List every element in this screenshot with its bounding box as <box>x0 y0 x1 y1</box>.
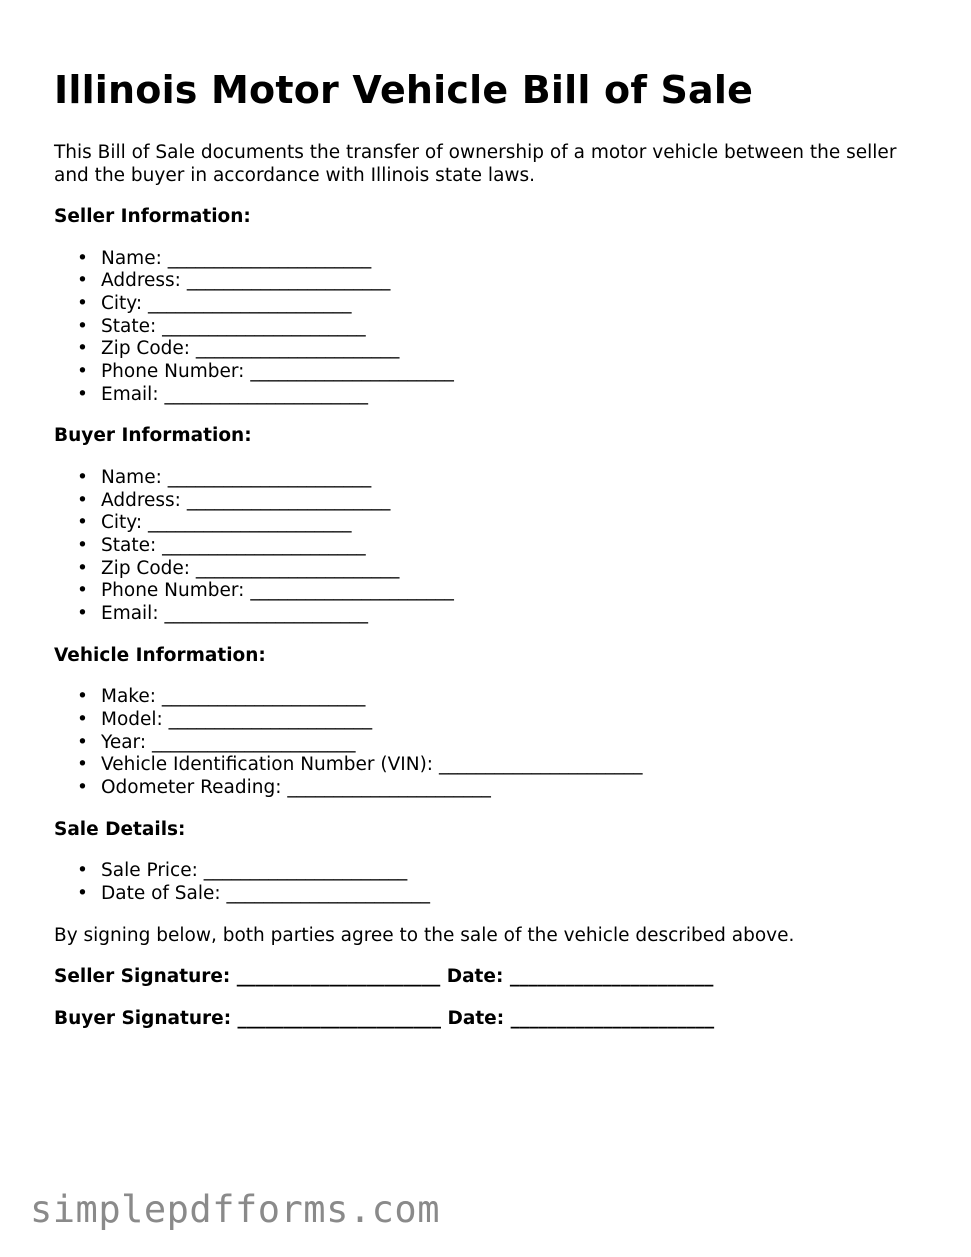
sale-section-heading: Sale Details: <box>54 818 186 840</box>
bullet-icon: • <box>77 383 88 405</box>
seller-field-list <box>54 248 934 407</box>
buyer-signature-field[interactable]: ______________________ <box>237 1007 442 1029</box>
buyer-city-field[interactable]: • City: ______________________ <box>77 512 352 534</box>
site-watermark: simplepdfforms.com <box>30 1188 440 1231</box>
seller-signature-field[interactable]: ______________________ <box>236 966 441 988</box>
buyer-address-field[interactable]: • Address: ______________________ <box>77 489 391 511</box>
buyer-signature-row <box>54 1008 934 1031</box>
bullet-icon: • <box>77 315 88 337</box>
bullet-icon: • <box>77 777 88 799</box>
buyer-phone-field[interactable]: • Phone Number: ______________________ <box>77 580 454 602</box>
seller-phone-field[interactable]: • Phone Number: ______________________ <box>77 361 454 383</box>
vehicle-year-field[interactable]: • Year: ______________________ <box>77 731 356 753</box>
bullet-icon: • <box>77 860 88 882</box>
buyer-field-list <box>54 467 934 626</box>
bullet-icon: • <box>77 361 88 383</box>
bullet-icon: • <box>77 603 88 625</box>
buyer-date-label: Date: <box>447 1007 505 1029</box>
bullet-icon: • <box>77 754 88 776</box>
vehicle-section-heading: Vehicle Information: <box>54 644 266 666</box>
buyer-date-field[interactable]: ______________________ <box>510 1007 715 1029</box>
seller-zip-field[interactable]: • Zip Code: ______________________ <box>77 338 400 360</box>
agreement-statement: By signing below, both parties agree to the sale of the vehicle described above. <box>54 924 795 946</box>
document-page <box>54 62 934 1049</box>
bullet-icon: • <box>77 270 88 292</box>
bullet-icon: • <box>77 292 88 314</box>
bullet-icon: • <box>77 557 88 579</box>
buyer-zip-field[interactable]: • Zip Code: ______________________ <box>77 557 400 579</box>
intro-paragraph: This Bill of Sale documents the transfer of ownership of a motor vehicle between the seller and the buyer in accordance with Illinois state laws. <box>54 142 897 186</box>
vehicle-odometer-field[interactable]: • Odometer Reading: ______________________ <box>77 777 491 799</box>
bullet-icon: • <box>77 686 88 708</box>
seller-state-field[interactable]: • State: ______________________ <box>77 315 366 337</box>
vehicle-field-list <box>54 686 934 800</box>
seller-date-label: Date: <box>446 966 504 988</box>
seller-name-field[interactable]: • Name: ______________________ <box>77 247 372 269</box>
seller-signature-row <box>54 966 934 989</box>
bullet-icon: • <box>77 247 88 269</box>
bullet-icon: • <box>77 512 88 534</box>
bullet-icon: • <box>77 709 88 731</box>
vehicle-make-field[interactable]: • Make: ______________________ <box>77 686 366 708</box>
bullet-icon: • <box>77 731 88 753</box>
seller-signature-label: Seller Signature: <box>54 966 231 988</box>
sale-date-field[interactable]: • Date of Sale: ______________________ <box>77 883 431 905</box>
buyer-section-heading: Buyer Information: <box>54 425 252 447</box>
seller-email-field[interactable]: • Email: ______________________ <box>77 383 368 405</box>
seller-section-heading: Seller Information: <box>54 206 251 227</box>
seller-date-field[interactable]: ______________________ <box>509 966 714 988</box>
bullet-icon: • <box>77 580 88 602</box>
sale-price-field[interactable]: • Sale Price: ______________________ <box>77 860 408 882</box>
document-title: Illinois Motor Vehicle Bill of Sale <box>54 68 754 112</box>
buyer-signature-label: Buyer Signature: <box>54 1007 232 1029</box>
vehicle-model-field[interactable]: • Model: ______________________ <box>77 709 373 731</box>
bullet-icon: • <box>77 535 88 557</box>
buyer-name-field[interactable]: • Name: ______________________ <box>77 466 372 488</box>
bullet-icon: • <box>77 883 88 905</box>
vehicle-vin-field[interactable]: • Vehicle Identification Number (VIN): ______________________ <box>77 754 643 776</box>
bullet-icon: • <box>77 466 88 488</box>
bullet-icon: • <box>77 338 88 360</box>
seller-address-field[interactable]: • Address: ______________________ <box>77 270 391 292</box>
seller-city-field[interactable]: • City: ______________________ <box>77 292 352 314</box>
sale-field-list <box>54 860 934 905</box>
buyer-state-field[interactable]: • State: ______________________ <box>77 535 366 557</box>
bullet-icon: • <box>77 489 88 511</box>
buyer-email-field[interactable]: • Email: ______________________ <box>77 603 368 625</box>
